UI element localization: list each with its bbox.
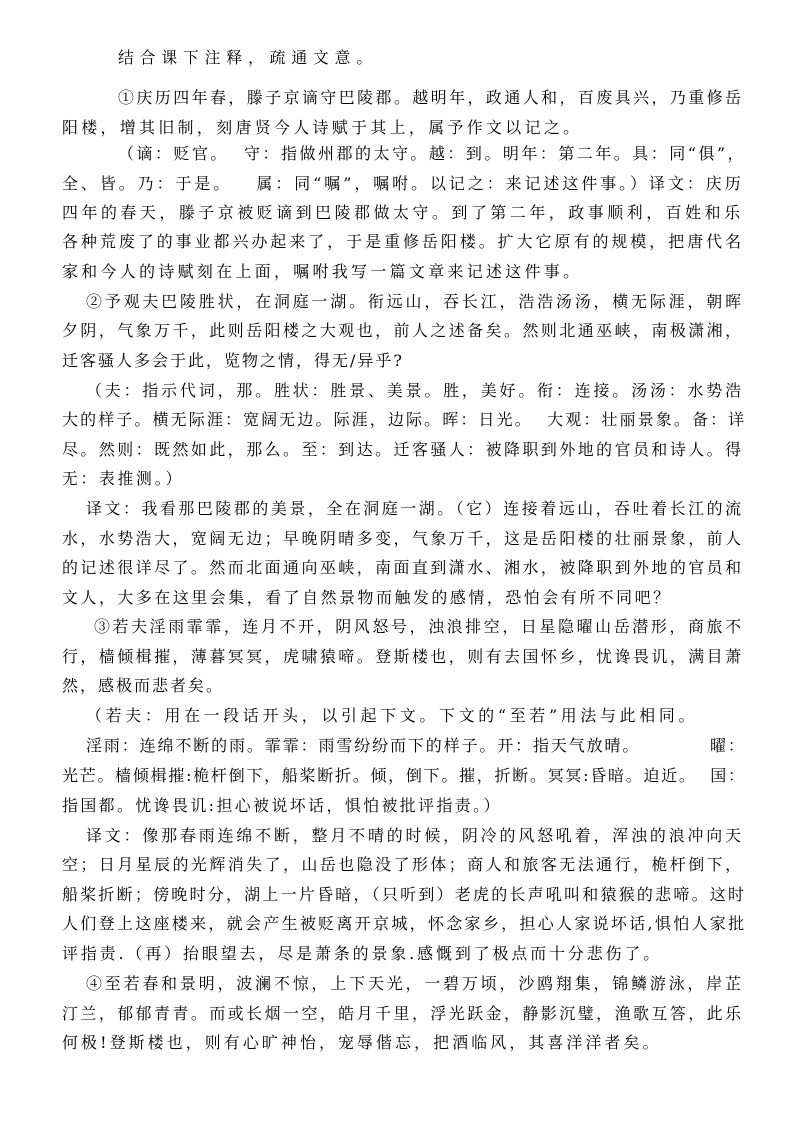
text-line: 结合课下注释，疏通文意。 bbox=[118, 48, 379, 67]
text-line: 淫雨：连绵不断的雨。霏霏：雨雪纷纷而下的样子。开：指天气放晴。 曜： bbox=[86, 736, 746, 755]
text-line: 阳楼，增其旧制，刻唐贤今人诗赋于其上，属予作文以记之。 bbox=[62, 118, 583, 137]
text-line: 汀兰，郁郁青青。而或长烟一空，皓月千里，浮光跃金，静影沉璧，渔歌互答，此乐 bbox=[62, 1004, 744, 1023]
text-line: （若夫：用在一段话开头，以引起下文。下文的“至若”用法与此相同。 bbox=[86, 706, 699, 725]
text-line: 何极!登斯楼也，则有心旷神怡，宠辱偕忘，把酒临风，其喜洋洋者矣。 bbox=[62, 1033, 662, 1052]
text-line: 行，樯倾楫摧，薄暮冥冥，虎啸猿啼。登斯楼也，则有去国怀乡，忧谗畏讥，满目萧 bbox=[62, 647, 744, 666]
text-line: 尽。然则：既然如此，那么。至：到达。迁客骚人：被降职到外地的官员和诗人。得 bbox=[62, 440, 744, 459]
text-line: （谪：贬官。 守：指做州郡的太守。越：到。明年：第二年。具：同“俱”， bbox=[118, 144, 747, 163]
text-line: 指国都。忧谗畏讥:担心被说坏话，惧怕被批评指责。） bbox=[62, 796, 502, 815]
text-line: 空；日月星辰的光辉消失了，山岳也隐没了形体；商人和旅客无法通行，桅杆倒下， bbox=[62, 855, 744, 874]
text-line: 译文：我看那巴陵郡的美景，全在洞庭一湖。（它）连接着远山，吞吐着长江的流 bbox=[86, 499, 744, 518]
text-line: ③若夫淫雨霏霏，连月不开，阴风怒号，浊浪排空，日星隐曜山岳潜形，商旅不 bbox=[94, 617, 744, 636]
text-line: 全、皆。乃：于是。 属：同“嘱”，嘱咐。以记之：来记述这件事。）译文：庆历 bbox=[62, 174, 744, 193]
text-line: 大的样子。横无际涯：宽阔无边。际涯，边际。晖：日光。 大观：壮丽景象。备：详 bbox=[62, 410, 747, 429]
text-line: 四年的春天，滕子京被贬谪到巴陵郡做太守。到了第二年，政事顺利，百姓和乐 bbox=[62, 203, 744, 222]
text-line: ①庆历四年春，滕子京谪守巴陵郡。越明年，政通人和，百废具兴，乃重修岳 bbox=[118, 88, 744, 107]
text-line: 人们登上这座楼来，就会产生被贬离开京城，怀念家乡，担心人家说坏话,惧怕人家批 bbox=[62, 914, 747, 933]
text-line: 夕阴，气象万千，此则岳阳楼之大观也，前人之述备矣。然则北通巫峡，南极潇湘， bbox=[62, 321, 744, 340]
text-line: 译文：像那春雨连绵不断，整月不晴的时候，阴冷的风怒吼着，浑浊的浪冲向天 bbox=[86, 826, 744, 845]
text-line: 评指责.（再）抬眼望去，尽是萧条的景象.感慨到了极点而十分悲伤了。 bbox=[62, 944, 663, 963]
text-line: ④至若春和景明，波澜不惊，上下天光，一碧万顷，沙鸥翔集，锦鳞游泳，岸芷 bbox=[86, 974, 744, 993]
text-line: 水，水势浩大，宽阔无边；早晚阴晴多变，气象万千，这是岳阳楼的壮丽景象，前人 bbox=[62, 529, 744, 548]
text-line: 光芒。樯倾楫摧:桅杆倒下，船桨断折。倾，倒下。摧，折断。冥冥:昏暗。迫近。 国： bbox=[62, 766, 746, 785]
text-line: （夫：指示代词，那。胜状：胜景、美景。胜，美好。衔：连接。汤汤：水势浩 bbox=[86, 381, 744, 400]
text-line: 各种荒废了的事业都兴办起来了，于是重修岳阳楼。扩大它原有的规模，把唐代名 bbox=[62, 232, 745, 251]
text-line: 然，感极而悲者矣。 bbox=[62, 676, 225, 695]
text-line: 的记述很详尽了。然而北面通向巫峡，南面直到潇水、湘水，被降职到外地的官员和 bbox=[62, 558, 744, 577]
text-line: 家和今人的诗赋刻在上面，嘱咐我写一篇文章来记述这件事。 bbox=[62, 262, 583, 281]
text-line: 迁客骚人多会于此，览物之情，得无/异乎? bbox=[62, 351, 404, 370]
text-line: ②予观夫巴陵胜状，在洞庭一湖。衔远山，吞长江，浩浩汤汤，横无际涯，朝晖 bbox=[86, 292, 744, 311]
text-line: 船桨折断；傍晚时分，湖上一片昏暗，（只听到）老虎的长声吼叫和猿猴的悲啼。这时 bbox=[62, 885, 747, 904]
text-line: 文人，大多在这里会集，看了自然景物而触发的感情，恐怕会有所不同吧？ bbox=[62, 588, 672, 607]
text-line: 无：表推测。） bbox=[62, 469, 185, 488]
